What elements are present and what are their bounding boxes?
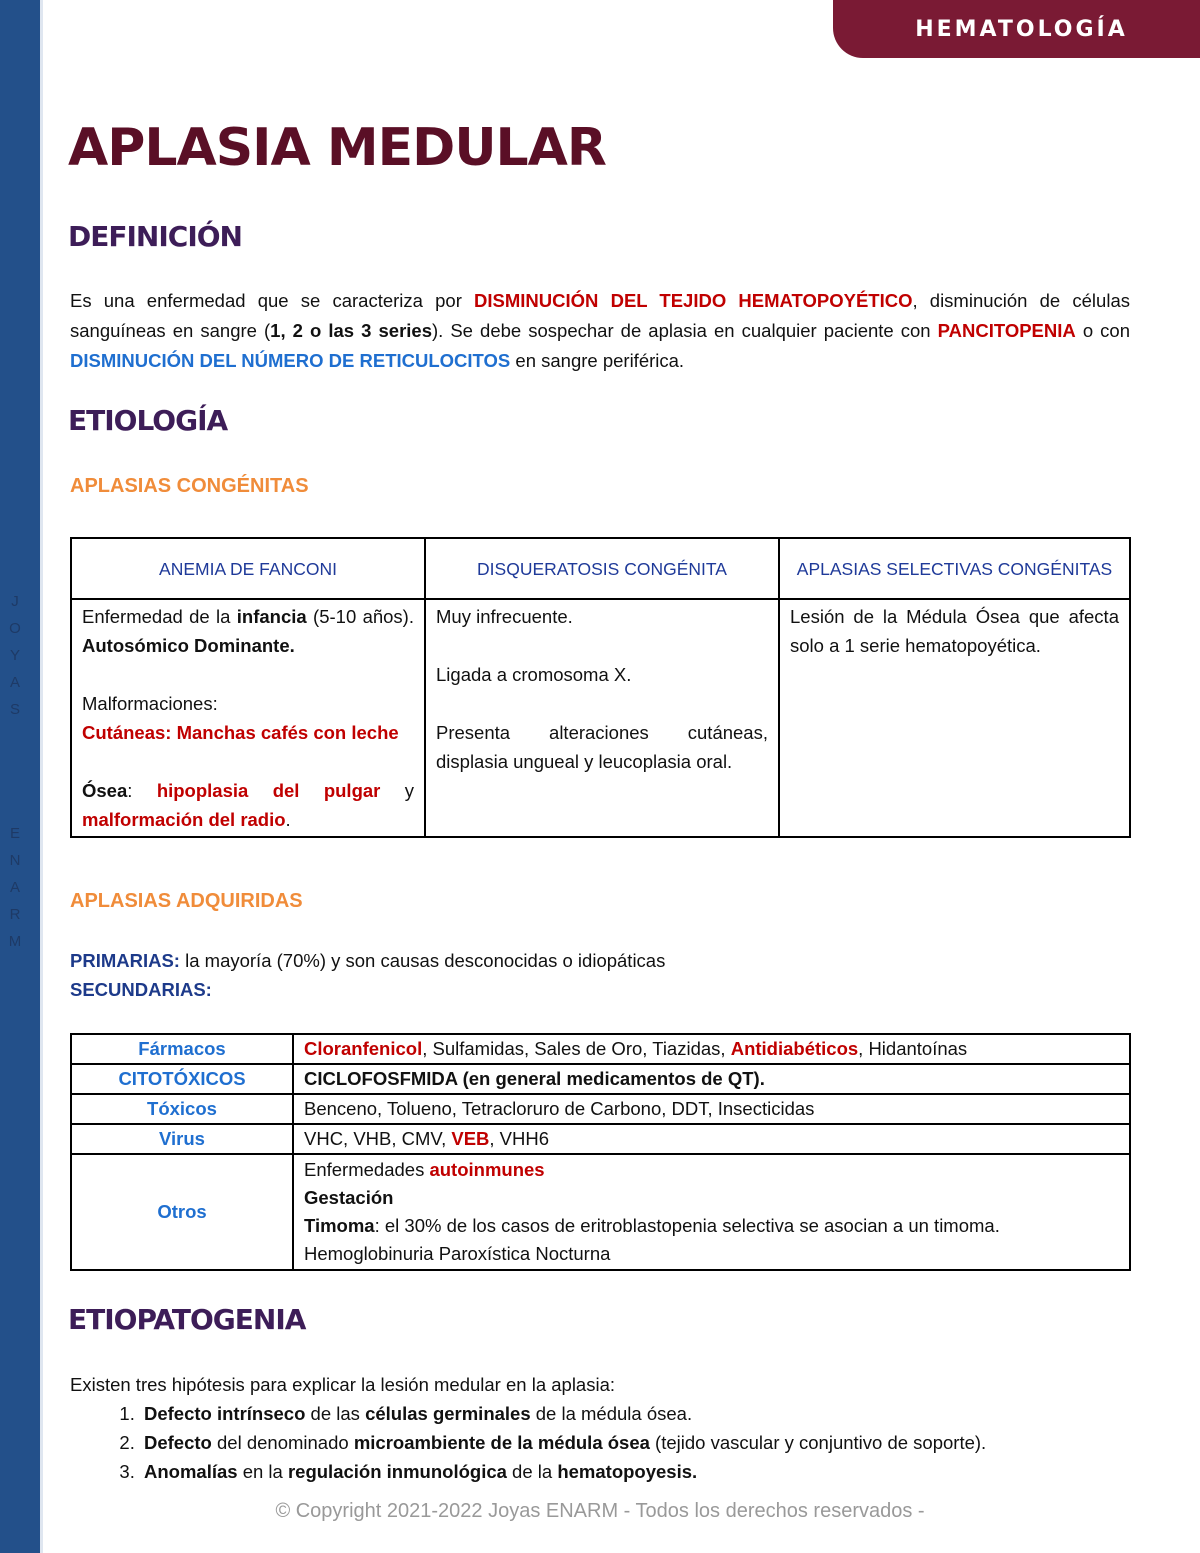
- text-bold: Anomalías: [144, 1461, 238, 1482]
- etiopatogenia-intro: Existen tres hipótesis para explicar la lesión medular en la aplasia:: [70, 1374, 616, 1395]
- otros-line: [304, 1212, 1119, 1240]
- text: ). Se debe sospechar de aplasia en cualquier paciente con: [431, 320, 938, 341]
- row-value: [293, 1034, 1130, 1064]
- text-highlight-blue: DISMINUCIÓN DEL NÚMERO DE RETICULOCITOS: [70, 350, 511, 371]
- text: , disminución de células sanguíneas en sangre (: [70, 290, 1130, 341]
- text: en sangre periférica.: [510, 350, 685, 371]
- row-value: Benceno, Tolueno, Tetracloruro de Carbono, DDT, Insecticidas: [293, 1094, 1130, 1124]
- malformaciones-label: Malformaciones:: [82, 693, 218, 714]
- text: en la: [237, 1461, 288, 1482]
- etiopatogenia-list: [70, 1370, 986, 1486]
- text-highlight: VEB: [451, 1128, 490, 1149]
- text: de las: [305, 1403, 366, 1424]
- table-header: DISQUERATOSIS CONGÉNITA: [425, 538, 779, 599]
- text-highlight: PANCITOPENIA: [937, 320, 1076, 341]
- sidebar-letter: N: [9, 852, 21, 869]
- copyright-footer: © Copyright 2021-2022 Joyas ENARM - Todos los derechos reservados -: [275, 1500, 925, 1522]
- table-header: APLASIAS SELECTIVAS CONGÉNITAS: [779, 538, 1130, 599]
- selectivas-line: Lesión de la Médula Ósea que afecta solo a 1 serie hematopoyética.: [790, 606, 1119, 656]
- sidebar-letter: Y: [9, 647, 20, 664]
- selectivas-cell: [779, 599, 1130, 837]
- malformacion-cutanea: Cutáneas: Manchas cafés con leche: [82, 722, 399, 743]
- text-bold: Ósea: [82, 780, 128, 801]
- text: , Sulfamidas, Sales de Oro, Tiazidas,: [422, 1038, 731, 1059]
- page-title: APLASIA MEDULAR: [68, 118, 606, 178]
- row-value: [293, 1154, 1130, 1270]
- text: Enfermedad de la: [82, 606, 237, 627]
- sidebar-text-enarm: [0, 820, 30, 955]
- text-bold: Autosómico Dominante: [82, 635, 290, 656]
- table-row: [71, 1094, 1130, 1124]
- row-label: Otros: [71, 1154, 293, 1270]
- text-highlight: Antidiabéticos: [730, 1038, 859, 1059]
- text: (tejido vascular y conjuntivo de soporte).: [649, 1432, 987, 1453]
- sidebar-letter: A: [9, 674, 20, 691]
- sidebar-letter: S: [9, 701, 20, 718]
- table-row: [71, 1064, 1130, 1094]
- text-bold: microambiente de la médula ósea: [353, 1432, 650, 1453]
- text-label: SECUNDARIAS:: [70, 979, 212, 1000]
- primarias-line: [70, 946, 1130, 975]
- text: VHC, VHB, CMV,: [304, 1128, 452, 1149]
- text: de la: [506, 1461, 558, 1482]
- text-bold: hematopoyesis: [557, 1461, 693, 1482]
- secundarias-line: [70, 975, 1130, 1004]
- definicion-paragraph: [70, 286, 1130, 376]
- text-bold: 1, 2 o las 3 series: [270, 320, 432, 341]
- text: , Hidantoínas: [858, 1038, 968, 1059]
- text: (5-10 años).: [306, 606, 414, 627]
- secundarias-table: [70, 1033, 1131, 1271]
- malformacion-osea: [82, 776, 414, 834]
- text: :: [127, 780, 157, 801]
- text-bold: .: [289, 635, 295, 656]
- sidebar-letter: O: [9, 620, 21, 637]
- otros-line: [304, 1156, 1119, 1184]
- heading-adquiridas: APLASIAS ADQUIRIDAS: [70, 890, 303, 912]
- list-item: [140, 1428, 986, 1457]
- fanconi-description: [82, 602, 414, 660]
- table-row: [71, 1034, 1130, 1064]
- text-bold: infancia: [236, 606, 307, 627]
- heading-etiopatogenia: ETIOPATOGENIA: [68, 1303, 306, 1336]
- text: Enfermedades: [304, 1159, 430, 1180]
- disqueratosis-line: Ligada a cromosoma X.: [436, 664, 632, 685]
- text: del denominado: [211, 1432, 354, 1453]
- text: de la médula ósea.: [530, 1403, 693, 1424]
- sidebar-letter: M: [8, 933, 22, 950]
- sidebar-band: [0, 0, 40, 1553]
- heading-congenitas: APLASIAS CONGÉNITAS: [70, 475, 309, 497]
- text-bold: células germinales: [365, 1403, 531, 1424]
- heading-definicion: DEFINICIÓN: [68, 220, 242, 253]
- sidebar-letter: E: [9, 825, 20, 842]
- row-value: [293, 1124, 1130, 1154]
- text: .: [285, 809, 291, 830]
- text-highlight: malformación del radio: [82, 809, 286, 830]
- sidebar-letter: J: [11, 593, 19, 610]
- text: y: [380, 780, 415, 801]
- text-bold: regulación inmunológica: [287, 1461, 507, 1482]
- text-highlight: autoinmunes: [429, 1159, 545, 1180]
- row-label: Virus: [71, 1124, 293, 1154]
- congenitas-table: [70, 537, 1131, 838]
- text-highlight: Cloranfenicol: [304, 1038, 423, 1059]
- sidebar-edge: [40, 0, 43, 1553]
- list-item: [140, 1457, 986, 1486]
- disqueratosis-line: Presenta alteraciones cutáneas, displasia ungueal y leucoplasia oral.: [436, 722, 768, 772]
- text-bold: Timoma: [304, 1215, 375, 1236]
- disqueratosis-line: Muy infrecuente.: [436, 606, 573, 627]
- text: , VHH6: [489, 1128, 550, 1149]
- text: la mayoría (70%) y son causas desconocidas o idiopáticas: [179, 950, 666, 971]
- text: : el 30% de los casos de eritroblastopenia selectiva se asocian a un timoma.: [374, 1215, 1000, 1236]
- table-header: ANEMIA DE FANCONI: [71, 538, 425, 599]
- row-label: Fármacos: [71, 1034, 293, 1064]
- heading-etiologia: ETIOLOGÍA: [68, 404, 228, 437]
- table-row: [71, 1154, 1130, 1270]
- text-highlight: hipoplasia del pulgar: [156, 780, 381, 801]
- otros-line: Hemoglobinuria Paroxística Nocturna: [304, 1243, 611, 1264]
- text-label: PRIMARIAS:: [70, 950, 180, 971]
- text-bold: Defecto: [144, 1432, 212, 1453]
- text: Es una enfermedad que se caracteriza por: [70, 290, 475, 311]
- table-header-row: [71, 538, 1130, 599]
- text-bold: .: [692, 1461, 698, 1482]
- sidebar-letter: R: [9, 906, 21, 923]
- row-value: CICLOFOSFMIDA (en general medicamentos de QT).: [293, 1064, 1130, 1094]
- text: o con: [1075, 320, 1131, 341]
- sidebar-letter: A: [9, 879, 20, 896]
- row-label: CITOTÓXICOS: [71, 1064, 293, 1094]
- otros-line: Gestación: [304, 1187, 394, 1208]
- row-label: Tóxicos: [71, 1094, 293, 1124]
- text-bold: Defecto intrínseco: [144, 1403, 306, 1424]
- table-row: [71, 599, 1130, 837]
- disqueratosis-cell: [425, 599, 779, 837]
- section-tab: HEMATOLOGÍA: [833, 0, 1200, 58]
- text-highlight: DISMINUCIÓN DEL TEJIDO HEMATOPOYÉTICO: [474, 290, 913, 311]
- fanconi-cell: [71, 599, 425, 837]
- list-item: [140, 1399, 986, 1428]
- sidebar-text-joyas: [0, 588, 30, 723]
- table-row: [71, 1124, 1130, 1154]
